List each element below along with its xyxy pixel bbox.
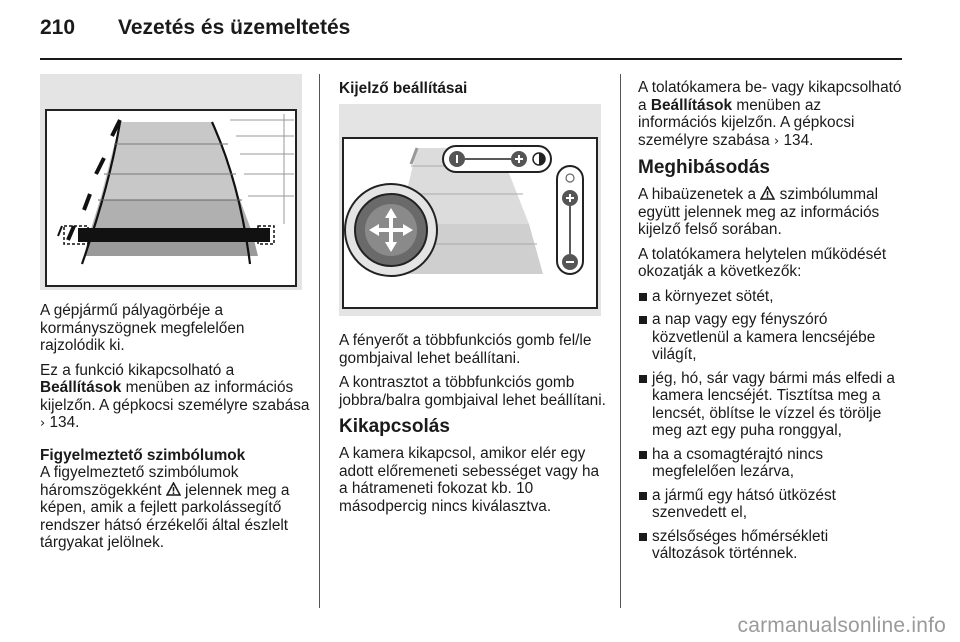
page-reference-arrow-icon: ›	[40, 416, 46, 431]
list-item: a jármű egy hátsó ütközést szenvedett el,	[638, 487, 904, 522]
malfunction-causes-list	[638, 288, 904, 563]
bullet-square-icon	[639, 451, 647, 459]
camera-toggle-paragraph: A tolatókamera be- vagy kikapcsolható a Beállítások menüben az információs kijelzőn. A gépkocsi személyre szabása › 134.	[638, 79, 902, 149]
list-item: jég, hó, sár vagy bármi más elfedi a kamera lencséjét. Tisztítsa meg a lencsét, öblítse le vízzel és törölje meg azt egy puha ronggyal,	[638, 370, 904, 440]
column-divider-1	[319, 74, 320, 608]
chapter-title: Vezetés és üzemeltetés	[118, 16, 351, 39]
camera-view-illustration	[40, 74, 302, 290]
warning-triangle-icon	[166, 482, 181, 496]
list-item: ha a csomagtérajtó nincs megfelelően lezárva,	[638, 446, 904, 481]
list-item: szélsőséges hőmérsékleti változások történnek.	[638, 528, 904, 563]
disable-function-paragraph: Ez a funkció kikapcsolható a Beállítások menüben az információs kijelzőn. A gépkocsi személyre szabása › 134.	[40, 361, 310, 431]
settings-menu-term: Beállítások	[650, 96, 733, 114]
bullet-square-icon	[639, 533, 647, 541]
display-settings-subheading: Kijelző beállításai	[339, 80, 468, 97]
bullet-square-icon	[639, 293, 647, 301]
trajectory-paragraph: A gépjármű pályagörbéje a kormányszögnek megfelelően rajzolódik ki.	[40, 302, 245, 354]
brightness-paragraph: A fényerőt a többfunkciós gomb fel/le gombjaival lehet beállítani.	[339, 332, 592, 367]
column-3	[638, 79, 904, 569]
bullet-square-icon	[639, 316, 647, 324]
switch-off-heading: Kikapcsolás	[339, 416, 450, 437]
page-header	[40, 16, 920, 46]
page-number: 210	[40, 16, 76, 39]
warning-symbols-paragraph: A figyelmeztető szimbólumok háromszögekként jelennek meg a képen, amik a fejlett parkolássegítő rendszer hátsó érzékelői által észlelt tárgyakat jelölnek.	[40, 464, 290, 551]
display-adjust-illustration	[339, 104, 601, 316]
header-rule	[40, 58, 902, 60]
page-reference: 134.	[783, 131, 814, 149]
list-item: a nap vagy egy fényszóró közvetlenül a kamera lencséjébe világít,	[638, 311, 904, 364]
malfunction-causes-intro: A tolatókamera helytelen működését okozatják a következők:	[638, 245, 887, 280]
column-1	[40, 302, 310, 559]
watermark: carmanualsonline.info	[737, 614, 946, 637]
warning-symbols-subheading: Figyelmeztető szimbólumok	[40, 446, 246, 464]
column-2-header	[339, 80, 609, 105]
column-divider-2	[620, 74, 621, 608]
list-item: a környezet sötét,	[638, 288, 904, 306]
column-2	[339, 332, 611, 522]
warning-triangle-icon	[760, 186, 775, 200]
fault-heading: Meghibásodás	[638, 157, 770, 178]
page-reference-arrow-icon: ›	[774, 133, 780, 149]
error-messages-paragraph: A hibaüzenetek a szimbólummal együtt jelennek meg az információs kijelző felső sorában.	[638, 186, 880, 238]
settings-menu-term: Beállítások	[40, 379, 122, 396]
switch-off-paragraph: A kamera kikapcsol, amikor elér egy adott előremeneti sebességet vagy ha a hátrameneti fokozat kb. 10 másodpercig nincs kiválasztva.	[339, 445, 600, 515]
display-settings-figure	[339, 104, 601, 316]
rear-camera-guidelines-figure	[40, 74, 302, 290]
bullet-square-icon	[639, 375, 647, 383]
bullet-square-icon	[639, 492, 647, 500]
page-reference: 134.	[49, 414, 80, 431]
contrast-paragraph: A kontrasztot a többfunkciós gomb jobbra/balra gombjaival lehet beállítani.	[339, 374, 606, 409]
